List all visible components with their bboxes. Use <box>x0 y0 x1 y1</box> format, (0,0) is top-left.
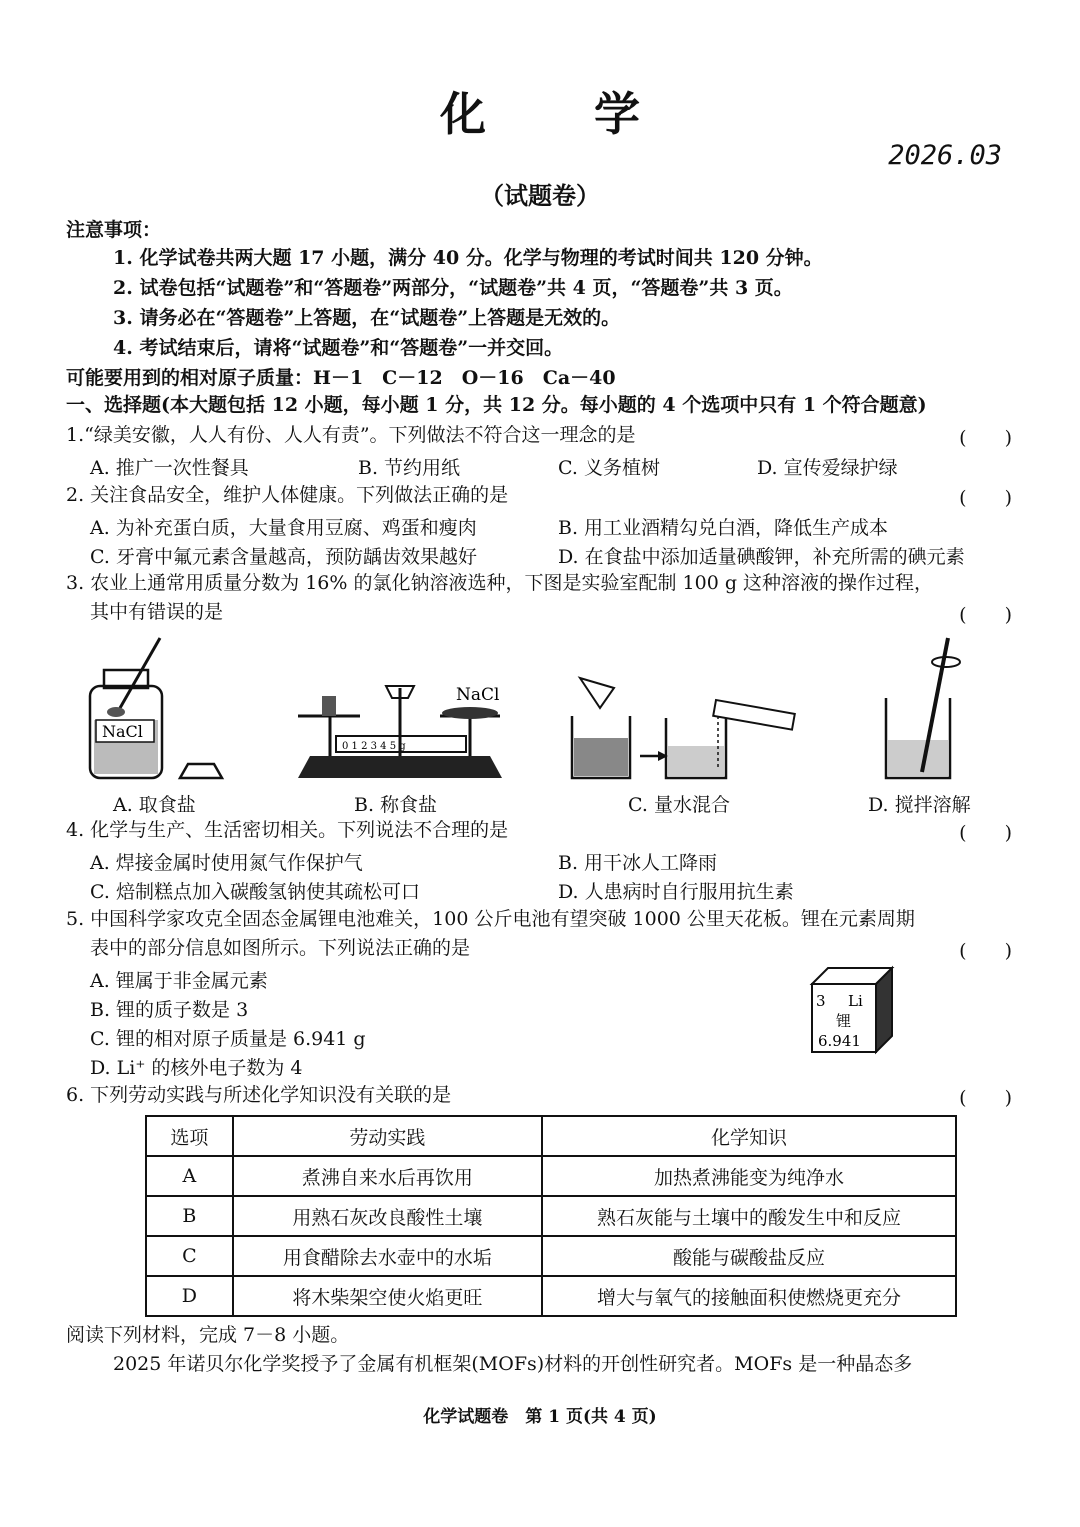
table-cell: A <box>146 1156 233 1196</box>
q4-option-b: B. 用干冰人工降雨 <box>558 852 718 874</box>
q2-stem: 2. 关注食品安全，维护人体健康。下列做法正确的是 <box>66 484 509 506</box>
beaker-mixing-illustration <box>572 678 795 778</box>
q3-caption-b: B. 称食盐 <box>354 794 438 816</box>
q3-stem-line1: 3. 农业上通常用质量分数为 16% 的氯化钠溶液选种，下图是实验室配制 100 g 这种溶液的操作过程， <box>66 572 934 594</box>
q2-option-c: C. 牙膏中氟元素含量越高，预防龋齿效果越好 <box>90 546 477 568</box>
table-cell: 酸能与碳酸盐反应 <box>542 1236 956 1276</box>
table-row <box>146 1156 956 1196</box>
q4-option-a: A. 焊接金属时使用氮气作保护气 <box>90 852 363 874</box>
q1-option-c: C. 义务植树 <box>558 457 660 479</box>
table-cell: C <box>146 1236 233 1276</box>
page-subtitle: （试题卷） <box>480 181 600 210</box>
table-header-row <box>146 1116 956 1156</box>
element-symbol: Li <box>848 992 863 1010</box>
q1-option-d: D. 宣传爱绿护绿 <box>757 457 898 479</box>
q1-answer-paren: ( ) <box>959 427 1012 449</box>
table-cell: 加热煮沸能变为纯净水 <box>542 1156 956 1196</box>
notice-item: 4. 考试结束后，请将“试题卷”和“答题卷”一并交回。 <box>113 337 564 359</box>
notice-item: 3. 请务必在“答题卷”上答题，在“试题卷”上答题是无效的。 <box>113 307 621 329</box>
q2-option-d: D. 在食盐中添加适量碘酸钾，补充所需的碘元素 <box>558 546 965 568</box>
table-cell: 煮沸自来水后再饮用 <box>233 1156 542 1196</box>
notice-item: 2. 试卷包括“试题卷”和“答题卷”两部分，“试题卷”共 4 页，“答题卷”共 3 页。 <box>113 277 793 299</box>
section-heading: 一、选择题(本大题包括 12 小题，每小题 1 分，共 12 分。每小题的 4 个选项中只有 1 个符合题意) <box>66 394 927 416</box>
q3-experiment-figure <box>60 628 1020 788</box>
stopper-illustration <box>180 764 222 778</box>
q4-answer-paren: ( ) <box>959 822 1012 844</box>
table-cell: B <box>146 1196 233 1236</box>
q5-stem-line1: 5. 中国科学家攻克全固态金属锂电池难关，100 公斤电池有望突破 1000 公里天花板。锂在元素周期 <box>66 908 915 930</box>
table-row <box>146 1276 956 1316</box>
table-row <box>146 1196 956 1236</box>
notice-item: 1. 化学试卷共两大题 17 小题，满分 40 分。化学与物理的考试时间共 120 分钟。 <box>113 247 823 269</box>
q5-option-c: C. 锂的相对原子质量是 6.941 g <box>90 1028 366 1050</box>
q3-answer-paren: ( ) <box>959 604 1012 626</box>
beaker-stirring-illustration <box>886 638 960 778</box>
q4-option-c: C. 焙制糕点加入碳酸氢钠使其疏松可口 <box>90 881 420 903</box>
reagent-jar-illustration <box>90 638 162 778</box>
q6-stem: 6. 下列劳动实践与所述化学知识没有关联的是 <box>66 1084 452 1106</box>
table-cell: 增大与氧气的接触面积使燃烧更充分 <box>542 1276 956 1316</box>
q5-option-d: D. Li⁺ 的核外电子数为 4 <box>90 1057 303 1079</box>
q5-answer-paren: ( ) <box>959 940 1012 962</box>
q2-option-a: A. 为补充蛋白质，大量食用豆腐、鸡蛋和瘦肉 <box>90 517 477 539</box>
q5-option-a: A. 锂属于非金属元素 <box>90 970 268 992</box>
table-header-cell: 化学知识 <box>542 1116 956 1156</box>
table-cell: D <box>146 1276 233 1316</box>
element-name: 锂 <box>836 1012 852 1030</box>
notice-heading: 注意事项： <box>66 219 162 241</box>
q6-table <box>145 1115 957 1317</box>
balance-scale-label: 0 1 2 3 4 5 g <box>342 741 406 752</box>
q3-caption-d: D. 搅拌溶解 <box>868 794 971 816</box>
table-cell: 将木柴架空使火焰更旺 <box>233 1276 542 1316</box>
exam-date: 2026.03 <box>888 140 1002 171</box>
q2-option-b: B. 用工业酒精勾兑白酒，降低生产成本 <box>558 517 889 539</box>
q3-stem-line2: 其中有错误的是 <box>90 601 224 623</box>
q2-answer-paren: ( ) <box>959 487 1012 509</box>
q5-stem-line2: 表中的部分信息如图所示。下列说法正确的是 <box>90 937 471 959</box>
element-mass: 6.941 <box>818 1032 861 1050</box>
q4-stem: 4. 化学与生产、生活密切相关。下列说法不合理的是 <box>66 819 509 841</box>
page-footer: 化学试题卷 第 1 页(共 4 页) <box>423 1407 657 1427</box>
table-cell: 熟石灰能与土壤中的酸发生中和反应 <box>542 1196 956 1236</box>
q4-option-d: D. 人患病时自行服用抗生素 <box>558 881 794 903</box>
table-header-cell: 选项 <box>146 1116 233 1156</box>
table-row <box>146 1236 956 1276</box>
q6-answer-paren: ( ) <box>959 1087 1012 1109</box>
table-cell: 用食醋除去水壶中的水垢 <box>233 1236 542 1276</box>
q1-option-a: A. 推广一次性餐具 <box>90 457 249 479</box>
atomic-masses: 可能要用到的相对原子质量：H－1 C－12 O－16 Ca－40 <box>66 367 616 389</box>
balance-pan-label: NaCl <box>456 685 500 705</box>
reading-text: 2025 年诺贝尔化学奖授予了金属有机框架(MOFs)材料的开创性研究者。MOFs 是一种晶态多 <box>113 1353 913 1375</box>
element-number: 3 <box>816 992 826 1010</box>
q1-option-b: B. 节约用纸 <box>358 457 461 479</box>
jar-label: NaCl <box>102 722 143 741</box>
q5-option-b: B. 锂的质子数是 3 <box>90 999 249 1021</box>
q3-caption-c: C. 量水混合 <box>628 794 730 816</box>
table-cell: 用熟石灰改良酸性土壤 <box>233 1196 542 1236</box>
q3-caption-a: A. 取食盐 <box>113 794 196 816</box>
q1-stem: 1.“绿美安徽，人人有份、人人有责”。下列做法不符合这一理念的是 <box>66 424 636 446</box>
reading-intro: 阅读下列材料，完成 7－8 小题。 <box>66 1324 350 1346</box>
table-header-cell: 劳动实践 <box>233 1116 542 1156</box>
page-title: 化 学 <box>439 87 686 141</box>
lithium-element-card <box>808 964 896 1056</box>
